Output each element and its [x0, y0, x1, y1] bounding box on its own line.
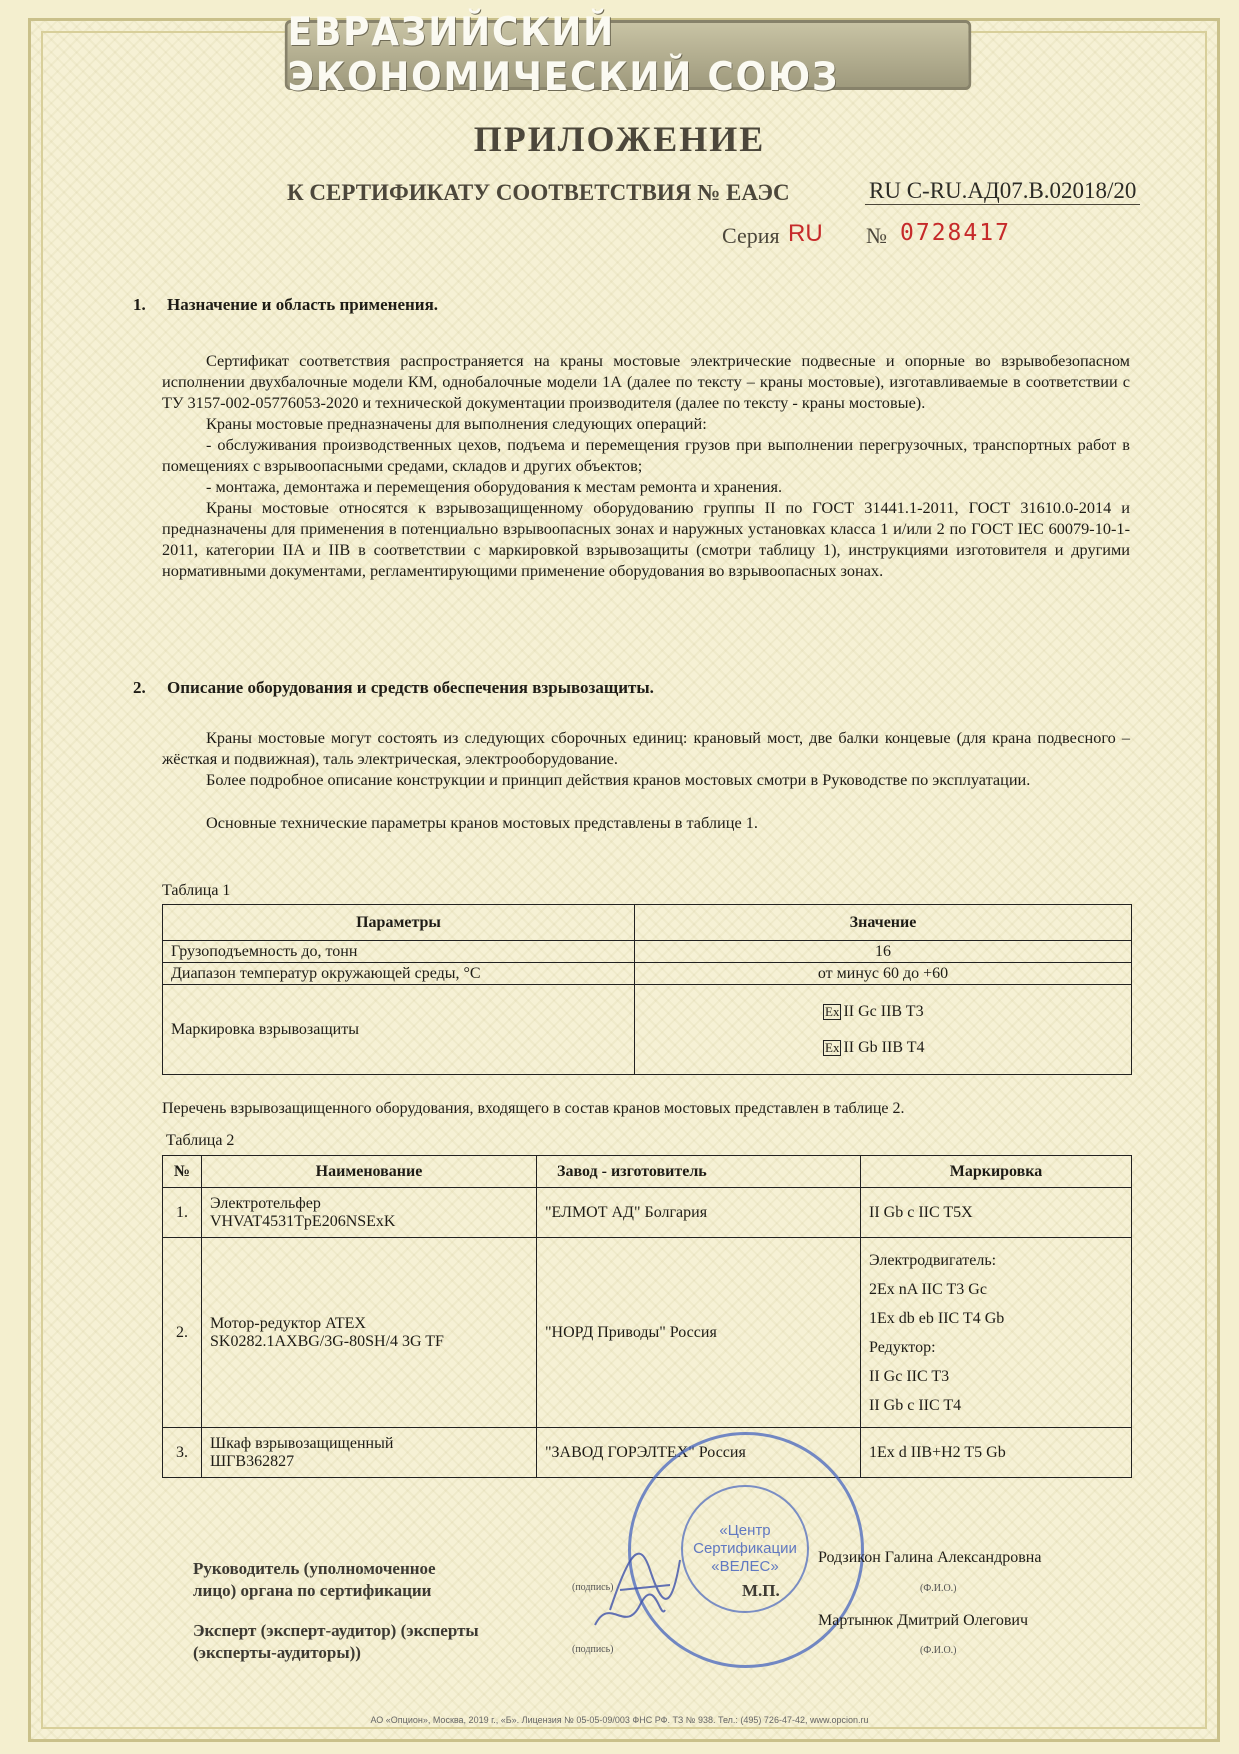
series-number: 0728417 [900, 220, 1011, 246]
head-name: Родзикон Галина Александровна [818, 1549, 1042, 1566]
paragraph: Краны мостовые предназначены для выполнения следующих операций: [206, 414, 707, 433]
table-1-caption: Таблица 1 [162, 882, 231, 899]
table-row [163, 1428, 1132, 1478]
item-model: SK0282.1AXBG/3G-80SH/4 3G TF [210, 1332, 444, 1350]
expert-signature-label: Эксперт (эксперт-аудитор) (эксперты (эксперты-аудиторы)) [193, 1621, 479, 1662]
table-cell: Диапазон температур окружающей среды, °С [163, 963, 635, 985]
table-cell: "ЕЛМОТ АД" Болгария [537, 1188, 861, 1238]
marking-value: II Gb IIB T4 [843, 1038, 925, 1056]
section-1-body [162, 350, 1130, 581]
item-name: Шкаф взрывозащищенный [210, 1434, 394, 1452]
table-header: № [163, 1156, 202, 1188]
section-number: 2. [133, 678, 146, 697]
fio-caption: (Ф.И.О.) [920, 1645, 957, 1656]
banner-title: ЕВРАЗИЙСКИЙ ЭКОНОМИЧЕСКИЙ СОЮЗ [285, 20, 971, 90]
item-model: VHVAT4531TpE206NSExK [210, 1212, 396, 1230]
section-title: Назначение и область применения. [167, 295, 439, 314]
paragraph: Более подробное описание конструкции и принцип действия кранов мостовых смотри в Руководстве по эксплуатации. [206, 770, 1031, 789]
number-label: № [866, 223, 887, 248]
section-2-heading [133, 678, 654, 698]
section-title: Описание оборудования и средств обеспечения взрывозащиты. [167, 678, 654, 697]
ex-mark-icon: Ex [825, 1039, 840, 1055]
table-cell: Маркировка взрывозащиты [163, 985, 635, 1075]
table-cell: 3. [163, 1428, 202, 1478]
table-header: Маркировка [861, 1156, 1132, 1188]
signature-expert-icon [590, 1590, 670, 1640]
marking-line: 2Ex nA IIC T3 Gc [869, 1280, 987, 1298]
table-cell: "ЗАВОД ГОРЭЛТЕХ" Россия [537, 1428, 861, 1478]
stamp-place-label: М.П. [742, 1581, 780, 1600]
table-header: Наименование [202, 1156, 537, 1188]
marking-line [823, 1030, 1123, 1066]
table-row [163, 1238, 1132, 1428]
table-cell [202, 1428, 537, 1478]
section-number: 1. [133, 295, 146, 314]
marking-line: Электродвигатель: [869, 1251, 997, 1269]
signature-caption: (подпись) [572, 1644, 614, 1655]
stamp-center-text: «Центр Сертификации «ВЕЛЕС» [681, 1485, 809, 1613]
expert-name: Мартынюк Дмитрий Олегович [818, 1612, 1029, 1629]
table-2 [162, 1155, 1132, 1478]
table-cell [635, 985, 1132, 1075]
table-header: Завод - изготовитель [537, 1156, 861, 1188]
table-cell: 1. [163, 1188, 202, 1238]
marking-line: 1Ex db eb IIC T4 Gb [869, 1309, 1005, 1327]
certificate-line: К СЕРТИФИКАТУ СООТВЕТСТВИЯ № ЕАЭС [287, 180, 790, 205]
table-2-intro: Перечень взрывозащищенного оборудования, входящего в состав кранов мостовых представлен в таблице 2. [162, 1100, 905, 1117]
table-2-caption: Таблица 2 [166, 1132, 235, 1149]
paragraph: Краны мостовые относятся к взрывозащищенному оборудованию группы II по ГОСТ 31441.1-2011, ГОСТ 31610.0-2014 и предназначены для применения в потенциально взрывоопасных зонах и наружных установках класса 1 и/или 2 по ГОСТ IEC 60079-10-1-2011, категории IIA и IIB в соответствии с маркировкой взрывозащиты (смотри таблицу 1), инструкциями изготовителя и другими нормативными документами, регламентирующими применение оборудования во взрывоопасных зонах. [162, 498, 1130, 580]
head-signature-label: Руководитель (уполномоченное лицо) органа по сертификации [193, 1559, 436, 1600]
marking-line: II Gc IIC T3 [869, 1367, 950, 1385]
table-row [163, 1188, 1132, 1238]
table-cell: 1Ex d IIB+H2 T5 Gb [861, 1428, 1132, 1478]
table-cell: "НОРД Приводы" Россия [537, 1238, 861, 1428]
table-row [163, 941, 1132, 963]
fio-caption: (Ф.И.О.) [920, 1583, 957, 1594]
marking-line: Редуктор: [869, 1338, 936, 1356]
paragraph: - монтажа, демонтажа и перемещения оборудования к местам ремонта и хранения. [206, 477, 783, 496]
paragraph: Сертификат соответствия распространяется на краны мостовые электрические подвесные и опорные во взрывобезопасном исполнении двухбалочные модели КМ, однобалочные модели 1А (далее по тексту – краны мостовые), изготавливаемые в соответствии с ТУ 3157-002-05776053-2020 и технической документации производителя (далее по тексту - краны мостовые). [162, 351, 1130, 412]
certificate-number: RU C-RU.АД07.В.02018/20 [865, 178, 1140, 205]
table-1 [162, 904, 1132, 1075]
paragraph: Основные технические параметры кранов мостовых представлены в таблице 1. [206, 813, 758, 832]
table-header: Значение [635, 905, 1132, 941]
table-cell [861, 1238, 1132, 1428]
item-model: ШГВ362827 [210, 1452, 295, 1470]
section-1-heading [133, 295, 438, 315]
ex-mark-icon: Ex [825, 1003, 840, 1019]
page-title: ПРИЛОЖЕНИЕ [473, 119, 766, 159]
printer-footer: АО «Опцион», Москва, 2019 г., «Б». Лицензия № 05-05-09/003 ФНС РФ. ТЗ № 938. Тел.: (495) 726-47-42, www.opcion.ru [370, 1715, 869, 1725]
table-cell: II Gb c IIC T5X [861, 1188, 1132, 1238]
series-label: Серия [722, 223, 780, 248]
table-cell: 16 [635, 941, 1132, 963]
section-2-body [162, 727, 1130, 833]
table-cell: от минус 60 до +60 [635, 963, 1132, 985]
table-row [163, 985, 1132, 1075]
item-name: Мотор-редуктор ATEX [210, 1314, 366, 1332]
series-code: RU [788, 220, 823, 247]
signature-caption: (подпись) [572, 1582, 614, 1593]
paragraph: - обслуживания производственных цехов, подъема и перемещения грузов при выполнении перегрузочных, транспортных работ в помещениях с взрывоопасными средами, складов и других объектов; [162, 435, 1130, 475]
table-header: Параметры [163, 905, 635, 941]
table-cell [202, 1238, 537, 1428]
marking-line [823, 994, 1123, 1030]
table-row [163, 963, 1132, 985]
certificate-border [28, 18, 1220, 1742]
marking-line: II Gb c IIC T4 [869, 1396, 962, 1414]
table-cell: Грузоподъемность до, тонн [163, 941, 635, 963]
table-cell [202, 1188, 537, 1238]
table-cell: 2. [163, 1238, 202, 1428]
paragraph: Краны мостовые могут состоять из следующих сборочных единиц: крановый мост, две балки концевые (для крана подвесного – жёсткая и подвижная), таль электрическая, электрооборудование. [162, 728, 1130, 768]
item-name: Электротельфер [210, 1194, 321, 1212]
marking-value: II Gc IIB T3 [843, 1002, 924, 1020]
